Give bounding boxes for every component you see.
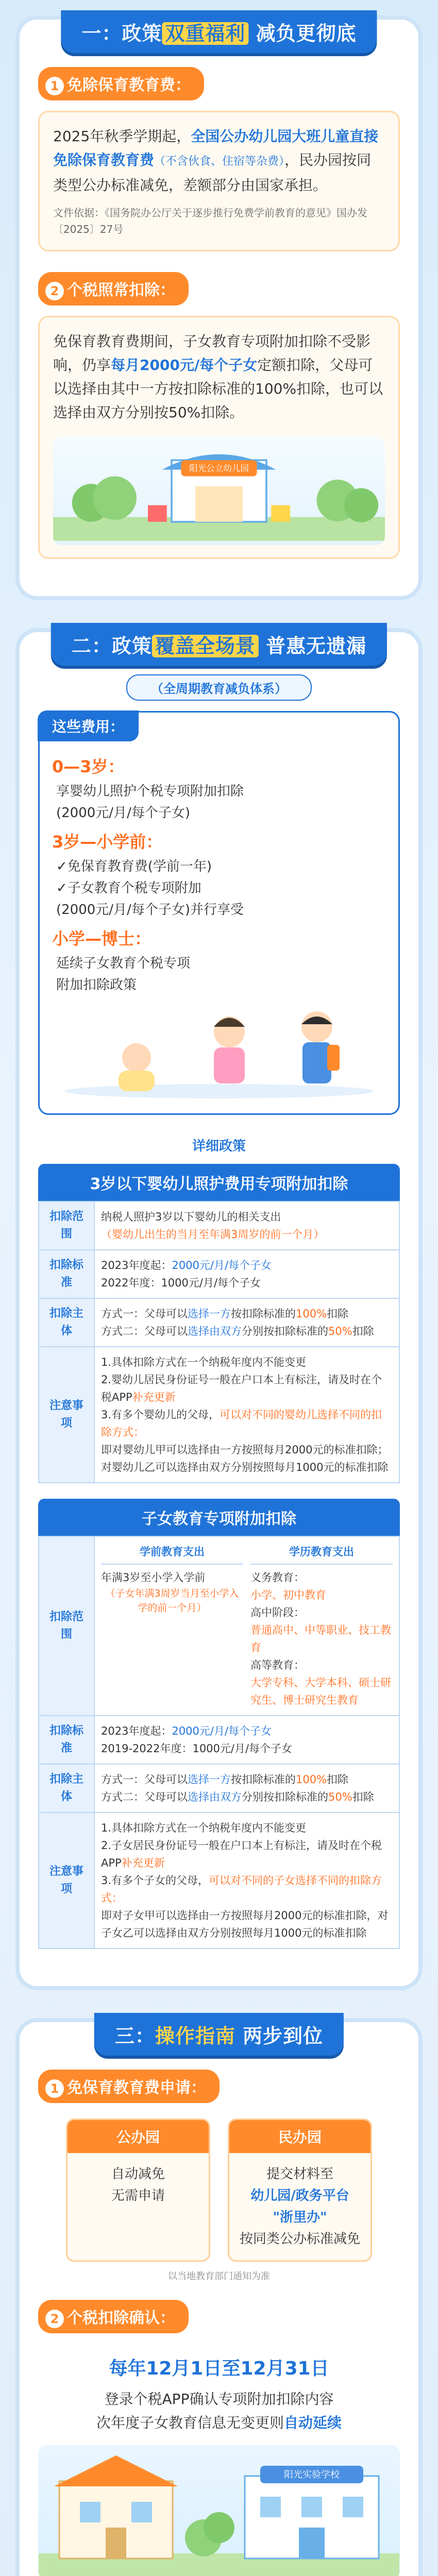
local-notice-note: 以当地教育部门通知为准 xyxy=(168,2271,270,2282)
cell-text: 2023年度起： xyxy=(101,1725,172,1737)
item-value: 普通高中、中等职业、技工教育 xyxy=(250,1624,391,1654)
academic-item xyxy=(250,1656,393,1709)
text-part: ，民办园按同类型公办标准减免，差额部分由国家承担。 xyxy=(53,151,372,194)
stage-line: 附加扣除政策 xyxy=(56,977,137,993)
box-head: 公办园 xyxy=(68,2120,209,2153)
stage-preschool xyxy=(52,829,386,921)
row-label: 扣除主体 xyxy=(39,1298,94,1347)
cell-text: 方式一：父母可以 xyxy=(101,1308,188,1320)
children-illustration xyxy=(52,996,386,1099)
section-title xyxy=(51,623,387,666)
cell-highlight: 补充更新 xyxy=(121,1857,165,1869)
tag-label: 个税扣除确认： xyxy=(67,2309,175,2327)
card-tax-deduction xyxy=(38,316,400,559)
kindergarten-type-boxes xyxy=(38,2119,400,2262)
cell-highlight: 选择由双方 xyxy=(188,1791,242,1803)
row-label: 扣除标准 xyxy=(39,1716,94,1764)
confirmation-period: 每年12月1日至12月31日 xyxy=(109,2358,329,2379)
cell-text: 2022年度：1000元/月/每个子女 xyxy=(101,1277,261,1289)
item-key: 高等教育： xyxy=(250,1659,305,1671)
public-kindergarten-box xyxy=(66,2119,210,2262)
confirmation-line: 次年度子女教育信息无变更则 xyxy=(96,2414,284,2431)
row-value xyxy=(94,1347,399,1483)
cell-text: 即对婴幼儿甲可以选择由一方按照每月2000元的标准扣除；对婴幼儿乙可以选择由双方分别按照每月1000元的标准扣除 xyxy=(101,1444,389,1473)
box-line: 无需申请 xyxy=(111,2188,165,2204)
free-fees-text xyxy=(53,125,385,197)
tag-label: 免除保育教育费： xyxy=(67,76,191,94)
cell-highlight: 50% xyxy=(328,1791,352,1803)
text-aside: （不含伙食、住宿等杂费） xyxy=(154,155,285,168)
column-note: （子女年满3周岁当月至小学入学的前一个月） xyxy=(105,1588,239,1614)
title-suffix: 减负更彻底 xyxy=(256,22,357,45)
item-value: 小学、初中教育 xyxy=(250,1589,326,1601)
cell-text: 2.子女居民身份证号一般在户口本上有标注，请及时在个税APP xyxy=(101,1839,382,1869)
cell-text: 2023年度起： xyxy=(101,1259,172,1272)
section-coverage xyxy=(20,632,418,1986)
title-suffix: 两步到位 xyxy=(243,2025,324,2047)
confirmation-line: 登录个税APP确认专项附加扣除内容 xyxy=(104,2391,334,2408)
row-value xyxy=(94,1716,399,1764)
applicable-fees-box xyxy=(38,711,400,1115)
cell-highlight: 选择一方 xyxy=(188,1308,231,1320)
section-subtitle: （全周期教育减负体系） xyxy=(126,674,312,701)
row-value xyxy=(94,1201,399,1250)
cell-text: 2.婴幼儿居民身份证号一般在户口本上有标注，请及时在个税APP xyxy=(101,1374,382,1403)
cell-text: 纳税人照护3岁以下婴幼儿的相关支出 xyxy=(101,1211,281,1223)
table-row xyxy=(39,1347,399,1483)
stage-title: 小学—博士： xyxy=(52,929,151,948)
section-title xyxy=(94,2013,344,2056)
box-line: 按同类公办标准减免 xyxy=(239,2231,360,2247)
academic-item xyxy=(250,1569,393,1604)
item-value: 大学专科、大学本科、硕士研究生、博士研究生教育 xyxy=(250,1676,391,1706)
academic-item xyxy=(250,1604,393,1656)
text-highlight: 每月2000元/每个子女 xyxy=(111,357,258,374)
box-content xyxy=(229,2153,370,2260)
tag-tax-deduction xyxy=(38,272,189,306)
tag-number: 1 xyxy=(45,77,64,95)
cell-text: 方式一：父母可以 xyxy=(101,1773,188,1786)
cell-highlight: 可以对不同的子女选择不同的扣除方式： xyxy=(101,1874,382,1904)
cell-text: 扣除 xyxy=(327,1308,349,1320)
section-policy-benefits xyxy=(20,20,418,596)
tag-number: 1 xyxy=(45,2079,64,2098)
stage-line: (2000元/月/每个子女)并行享受 xyxy=(56,902,244,918)
section-title xyxy=(61,10,377,53)
title-highlight: 操作指南 xyxy=(155,2025,235,2047)
cell-text: 方式二：父母可以 xyxy=(101,1325,188,1337)
row-value xyxy=(94,1298,399,1347)
kindergarten-sign-text: 阳光公立幼儿园 xyxy=(189,463,249,473)
stage-title: 0—3岁： xyxy=(52,757,125,776)
tag-label: 个税照常扣除： xyxy=(67,281,175,299)
cell-text: 2019-2022年度：1000元/月/每个子女 xyxy=(101,1742,293,1755)
cell-text: 扣除 xyxy=(352,1325,374,1337)
box-line: 提交材料至 xyxy=(266,2166,333,2182)
table-row xyxy=(39,1764,399,1812)
row-label: 扣除范围 xyxy=(39,1536,94,1716)
cell-text: 3.有多个子女的父母， xyxy=(101,1874,209,1887)
child-education-table xyxy=(38,1536,400,1949)
section-operation-guide xyxy=(20,2022,418,2576)
confirmation-text xyxy=(38,2387,400,2435)
cell-text: 按扣除标准的 xyxy=(231,1773,296,1786)
stage-line: ✓子女教育个税专项附加 xyxy=(56,880,201,896)
title-prefix: 一：政策 xyxy=(81,22,162,45)
cell-highlight: 50% xyxy=(328,1325,352,1337)
confirmation-highlight: 自动延续 xyxy=(284,2414,342,2431)
box-line: 自动减免 xyxy=(111,2166,165,2182)
cell-highlight: 100% xyxy=(296,1773,327,1786)
item-key: 义务教育： xyxy=(250,1571,305,1584)
column-text: 年满3岁至小学入学前 xyxy=(101,1571,206,1584)
private-kindergarten-box xyxy=(228,2119,372,2262)
row-value xyxy=(94,1764,399,1812)
stage-line: ✓免保育教育费(学前一年) xyxy=(56,859,212,874)
kindergarten-illustration xyxy=(53,437,385,545)
title-prefix: 三： xyxy=(114,2025,155,2047)
table-row xyxy=(39,1250,399,1298)
table-row xyxy=(39,1298,399,1347)
detailed-policy-heading: 详细政策 xyxy=(192,1139,246,1154)
cell-text: 1.具体扣除方式在一个纳税年度内不能变更 xyxy=(101,1822,307,1834)
tag-free-fees xyxy=(38,67,204,100)
school-scene-illustration xyxy=(38,2445,400,2576)
cell-text: 扣除 xyxy=(352,1791,374,1803)
tax-confirmation-block xyxy=(38,2354,400,2435)
stage-title: 3岁—小学前： xyxy=(52,832,163,852)
stage-primary-doctor xyxy=(52,926,386,996)
column-head: 学历教育支出 xyxy=(250,1543,393,1565)
table-row xyxy=(39,1201,399,1250)
applicable-fees-tag: 这些费用： xyxy=(38,710,139,741)
cell-text: 1.具体扣除方式在一个纳税年度内不能变更 xyxy=(101,1356,307,1368)
cell-text: 分别按扣除标准的 xyxy=(242,1791,328,1803)
cell-highlight: 2000元/月/每个子女 xyxy=(172,1259,272,1272)
school-sign-text: 阳光实验学校 xyxy=(284,2469,340,2480)
cell-note: （婴幼儿出生的当月至年满3周岁的前一个月） xyxy=(101,1228,325,1241)
document-basis-note: 文件依据：《国务院办公厅关于逐步推行免费学前教育的意见》国办发〔2025〕27号 xyxy=(53,207,367,235)
cell-highlight: 可以对不同的婴幼儿选择不同的扣除方式： xyxy=(101,1409,382,1438)
stage-line: 享婴幼儿照护个税专项附加扣除 xyxy=(56,784,244,799)
cell-highlight: 100% xyxy=(296,1308,327,1320)
cell-highlight: 选择由双方 xyxy=(188,1325,242,1337)
cell-highlight: 2000元/月/每个子女 xyxy=(172,1725,272,1737)
text-part: 2025年秋季学期起， xyxy=(53,128,191,145)
title-highlight: 覆盖全场景 xyxy=(152,635,259,657)
cell-highlight: 补充更新 xyxy=(132,1391,176,1403)
tag-label: 免保育教育费申请： xyxy=(67,2079,206,2097)
column-head: 学前教育支出 xyxy=(101,1543,243,1565)
table-row xyxy=(39,1812,399,1948)
stage-0-3 xyxy=(52,754,386,824)
text-part: 免保育教育费期间，子女教育专项附加扣除不受影响，仍享 xyxy=(53,333,371,374)
title-prefix: 二：政策 xyxy=(71,635,152,657)
cell-text: 即对子女甲可以选择由一方按照每月2000元的标准扣除，对子女乙可以选择由双方分别按照每月1000元的标准扣除 xyxy=(101,1909,389,1939)
cell-text: 3.有多个婴幼儿的父母， xyxy=(101,1409,220,1421)
text-part: 定额扣除，父母可以选择由其中一方按扣除标准的100%扣除，也可以选择由双方分别按50%扣除。 xyxy=(53,357,383,421)
stage-line: (2000元/月/每个子女) xyxy=(56,805,190,821)
infant-deduction-table xyxy=(38,1201,400,1483)
academic-column xyxy=(250,1543,393,1709)
tag-fee-application xyxy=(38,2070,220,2103)
title-highlight: 双重福利 xyxy=(162,22,248,45)
item-key: 高中阶段： xyxy=(250,1606,305,1619)
row-value xyxy=(94,1536,399,1716)
box-content xyxy=(68,2153,209,2217)
row-label: 扣除主体 xyxy=(39,1764,94,1812)
cell-text: 方式二：父母可以 xyxy=(101,1791,188,1803)
tag-number: 2 xyxy=(45,2310,64,2328)
tag-number: 2 xyxy=(45,282,64,300)
tax-deduction-text xyxy=(53,330,385,425)
row-label: 扣除范围 xyxy=(39,1201,94,1250)
row-value xyxy=(94,1250,399,1298)
card-free-fees xyxy=(38,111,400,251)
cell-text: 分别按扣除标准的 xyxy=(242,1325,328,1337)
cell-text: 扣除 xyxy=(327,1773,349,1786)
child-education-table-title: 子女教育专项附加扣除 xyxy=(38,1499,400,1536)
table-row xyxy=(39,1536,399,1716)
tag-tax-confirmation xyxy=(38,2300,189,2333)
row-label: 注意事项 xyxy=(39,1347,94,1483)
row-label: 注意事项 xyxy=(39,1812,94,1948)
cell-highlight: 选择一方 xyxy=(188,1773,231,1786)
stage-line: 延续子女教育个税专项 xyxy=(56,956,191,971)
text-highlight: 全国公办幼儿园大班儿童直接免除保育教育费 xyxy=(53,128,379,168)
education-columns xyxy=(101,1543,393,1709)
box-line-highlight: 幼儿园/政务平台 xyxy=(250,2188,349,2204)
row-label: 扣除标准 xyxy=(39,1250,94,1298)
infant-deduction-table-title: 3岁以下婴幼儿照护费用专项附加扣除 xyxy=(38,1164,400,1201)
box-line-highlight: "浙里办" xyxy=(273,2210,327,2225)
cell-text: 按扣除标准的 xyxy=(231,1308,296,1320)
title-suffix: 普惠无遗漏 xyxy=(266,635,367,657)
table-row xyxy=(39,1716,399,1764)
box-head: 民办园 xyxy=(229,2120,370,2153)
kindergarten-gate-icon xyxy=(53,437,385,545)
row-value xyxy=(94,1812,399,1948)
preschool-column xyxy=(101,1543,243,1709)
school-building-icon xyxy=(38,2445,400,2576)
